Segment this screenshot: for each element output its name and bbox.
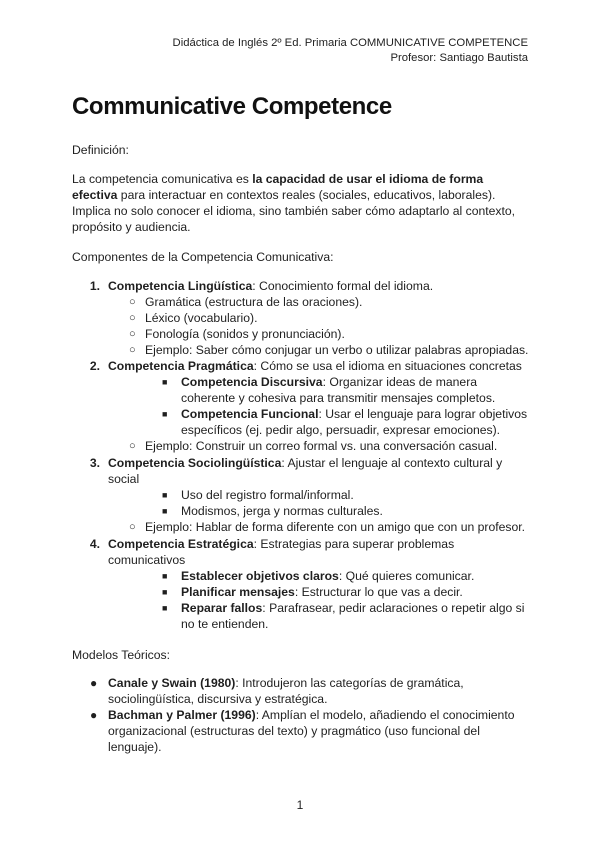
header-professor-line: Profesor: Santiago Bautista xyxy=(390,52,528,64)
square-bullet-icon: ■ xyxy=(162,490,168,500)
square-bullet-icon: ■ xyxy=(162,409,168,419)
list-item: Ejemplo: Saber cómo conjugar un verbo o utilizar palabras apropiadas. xyxy=(145,343,529,357)
model-desc: : Amplían el modelo, añadiendo el conocimiento xyxy=(255,708,515,722)
circle-bullet-icon: ○ xyxy=(129,521,136,533)
header-course-line: Didáctica de Inglés 2º Ed. Primaria COMMUNICATIVE COMPETENCE xyxy=(172,37,528,49)
component-desc: comunicativos xyxy=(108,553,186,567)
sub-item-desc: : Estructurar lo que vas a decir. xyxy=(294,585,463,599)
component-desc: : Ajustar el lenguaje al contexto cultural y xyxy=(281,456,503,470)
sub-item-name: Reparar fallos xyxy=(181,601,263,615)
square-bullet-icon: ■ xyxy=(162,603,168,613)
sub-item-name: Competencia Funcional xyxy=(181,407,319,421)
list-item: Ejemplo: Construir un correo formal vs. una conversación casual. xyxy=(145,439,498,453)
sub-item-desc: coherente y cohesiva para transmitir mensajes completos. xyxy=(181,391,496,405)
definition-paragraph xyxy=(72,171,532,235)
component-desc: : Estrategias para superar problemas xyxy=(253,537,455,551)
component-desc: : Cómo se usa el idioma en situaciones concretas xyxy=(253,359,522,373)
sub-item-desc: no te entienden. xyxy=(181,617,269,631)
component-name: Competencia Lingüística xyxy=(108,279,253,293)
definition-text: para interactuar en contextos reales (sociales, educativos, laborales). xyxy=(117,188,496,202)
square-bullet-icon: ■ xyxy=(162,377,168,387)
dot-bullet-icon: ● xyxy=(90,676,98,690)
page-title: Communicative Competence xyxy=(72,93,392,120)
model-desc: sociolingüística, discursiva y estratégica. xyxy=(108,692,328,706)
circle-bullet-icon: ○ xyxy=(129,296,136,308)
square-bullet-icon: ■ xyxy=(162,506,168,516)
model-desc: : Introdujeron las categorías de gramática, xyxy=(235,676,464,690)
models-label: Modelos Teóricos: xyxy=(72,648,170,662)
list-number: 4. xyxy=(89,537,100,551)
square-bullet-icon: ■ xyxy=(162,587,168,597)
definition-bold: la capacidad de usar el idioma de forma xyxy=(252,172,484,186)
model-name: Canale y Swain (1980) xyxy=(108,676,236,690)
circle-bullet-icon: ○ xyxy=(129,440,136,452)
component-name: Competencia Pragmática xyxy=(108,359,254,373)
list-item: Fonología (sonidos y pronunciación). xyxy=(145,327,345,341)
component-name: Competencia Sociolingüística xyxy=(108,456,282,470)
definition-label: Definición: xyxy=(72,143,129,157)
sub-item-desc: específicos (ej. pedir algo, persuadir, expresar emociones). xyxy=(181,423,501,437)
list-item: Modismos, jerga y normas culturales. xyxy=(181,504,383,518)
sub-item-desc: : Usar el lenguaje para lograr objetivos xyxy=(318,407,528,421)
dot-bullet-icon: ● xyxy=(90,708,98,722)
definition-text: La competencia comunicativa es xyxy=(72,172,253,186)
components-label: Componentes de la Competencia Comunicativa: xyxy=(72,250,334,264)
list-item: Gramática (estructura de las oraciones). xyxy=(145,295,363,309)
component-desc: social xyxy=(108,472,140,486)
definition-bold: efectiva xyxy=(72,188,118,202)
list-number: 1. xyxy=(89,279,100,293)
circle-bullet-icon: ○ xyxy=(129,312,136,324)
sub-item-desc: : Organizar ideas de manera xyxy=(322,375,478,389)
page-number: 1 xyxy=(296,798,304,812)
model-name: Bachman y Palmer (1996) xyxy=(108,708,256,722)
list-number: 2. xyxy=(89,359,100,373)
sub-item-name: Planificar mensajes xyxy=(181,585,295,599)
definition-text: Implica no solo conocer el idioma, sino también saber cómo adaptarlo al contexto, xyxy=(72,204,516,218)
sub-item-desc: : Qué quieres comunicar. xyxy=(338,569,475,583)
circle-bullet-icon: ○ xyxy=(129,344,136,356)
sub-item-name: Competencia Discursiva xyxy=(181,375,323,389)
square-bullet-icon: ■ xyxy=(162,571,168,581)
model-desc: organizacional (estructuras del texto) y pragmático (uso funcional del xyxy=(108,724,480,738)
definition-text: propósito y audiencia. xyxy=(72,220,191,234)
model-desc: lenguaje). xyxy=(108,740,162,754)
circle-bullet-icon: ○ xyxy=(129,328,136,340)
list-number: 3. xyxy=(89,456,100,470)
list-item: Ejemplo: Hablar de forma diferente con un amigo que con un profesor. xyxy=(145,520,526,534)
list-item: Uso del registro formal/informal. xyxy=(181,488,354,502)
list-item: Léxico (vocabulario). xyxy=(145,311,258,325)
sub-item-desc: : Parafrasear, pedir aclaraciones o repetir algo si xyxy=(262,601,525,615)
component-desc: : Conocimiento formal del idioma. xyxy=(252,279,434,293)
sub-item-name: Establecer objetivos claros xyxy=(181,569,339,583)
component-name: Competencia Estratégica xyxy=(108,537,254,551)
